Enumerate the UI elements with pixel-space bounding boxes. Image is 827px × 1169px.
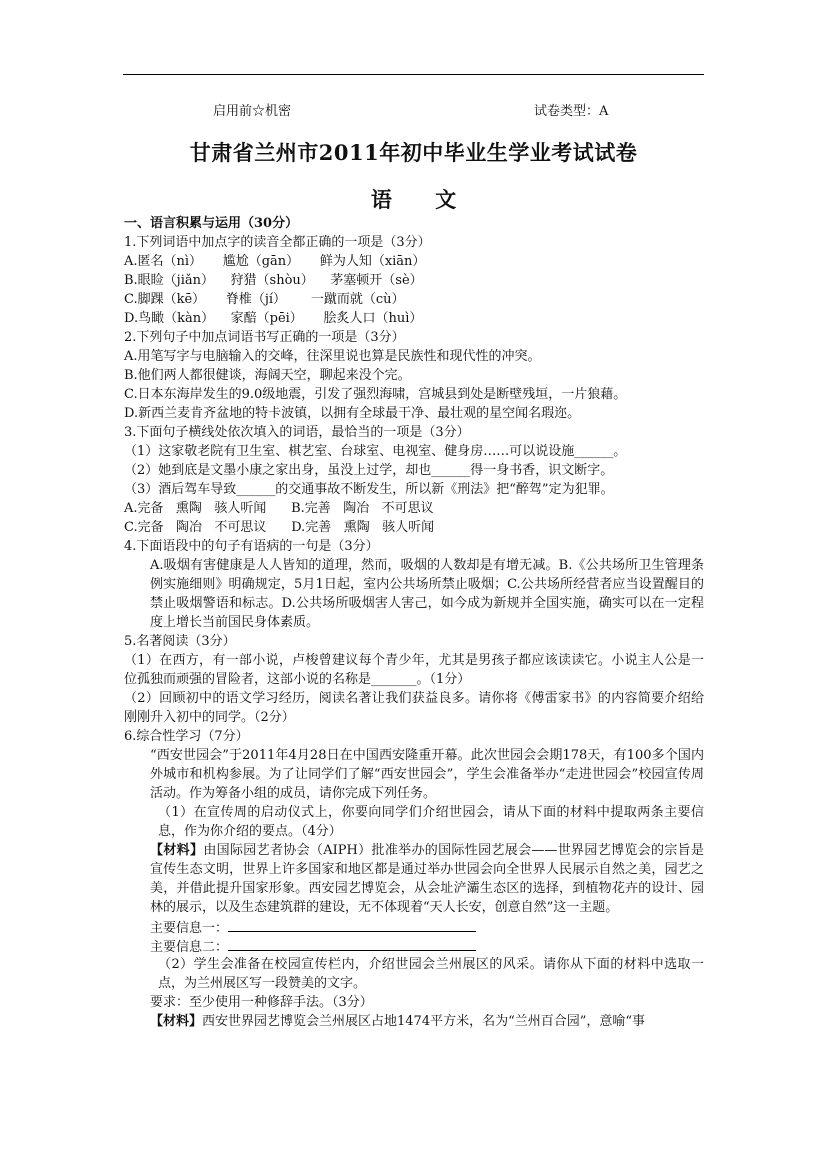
question-2-option-b: B.他们两人都很健谈，海阔天空，聊起来没个完。 (124, 368, 411, 383)
question-1-option-a: A.匿名（nì） 尴尬（gān） 鲜为人知（xiān） (124, 254, 426, 269)
question-2-option-a: A.用笔写字与电脑输入的交峰，往深里说也算是民族性和现代性的冲突。 (124, 349, 541, 364)
confidential-label: 启用前☆机密 (213, 104, 292, 119)
question-1-option-b: B.眼睑（jiǎn） 狩猎（shòu） 茅塞顿开（sè） (124, 273, 423, 288)
section-heading: 一、语言积累与运用（30分） (124, 216, 299, 231)
top-rule (123, 74, 704, 75)
main-info-2-row (124, 936, 704, 955)
question-6-material-2 (124, 1012, 704, 1031)
main-info-1-blank[interactable] (228, 917, 476, 932)
question-6-stem: 6.综合性学习（7分） (124, 729, 249, 744)
question-6-material-1 (124, 841, 704, 917)
question-2-stem: 2.下列句子中加点词语书写正确的一项是（3分） (124, 330, 405, 345)
material-2-text: 西安世界园艺博览会兰州展区占地1474平方米，名为“兰州百合园”，意喻“事 (202, 1014, 646, 1029)
question-5-stem: 5.名著阅读（3分） (124, 634, 236, 649)
question-2-option-d: D.新西兰麦肯齐盆地的特卡波镇，以拥有全球最干净、最壮观的星空闻名瑕迩。 (124, 406, 581, 421)
question-3-options-ab: A.完备 熏陶 骇人听闻 B.完善 陶冶 不可思议 (124, 501, 434, 516)
question-3-stem: 3.下面句子横线处依次填入的词语，最恰当的一项是（3分） (124, 425, 470, 440)
question-5-part-1: （1）在西方，有一部小说，卢梭曾建议每个青少年，尤其是男孩子都应该读读它。小说主人公是一位孤独而顽强的冒险者，这部小说的名称是_______。（1分） (124, 653, 704, 687)
subject-title: 语 文 (370, 187, 475, 212)
material-label: 【材料】 (150, 1014, 203, 1029)
question-2-option-c: C.日本东海岸发生的9.0级地震，引发了强烈海啸，宫城县到处是断壁残垣，一片狼藉。 (124, 387, 627, 402)
question-6-requirement: 要求：至少使用一种修辞手法。（3分） (150, 995, 373, 1010)
paper-type-label: 试卷类型：A (534, 104, 609, 119)
question-6-intro: “西安世园会”于2011年4月28日在中国西安隆重开幕。此次世园会会期178天，有100多个国内外城市和机构参展。为了让同学们了解“西安世园会”，学生会准备举办“走进世园会”校园宣传周活动。作为筹备小组的成员，请你完成下列任务。 (150, 748, 704, 801)
exam-title: 甘肃省兰州市2011年初中毕业生学业考试试卷 (189, 140, 638, 165)
question-1-option-d: D.鸟瞰（kàn） 家醅（pēi） 脍炙人口（huì） (124, 311, 423, 326)
question-3-sentence-3: （3）酒后驾车导致______的交通事故不断发生，所以新《刑法》把“醉驾”定为犯罪。 (124, 482, 614, 497)
question-6-task-2: （2）学生会准备在校园宣传栏内，介绍世园会兰州展区的风采。请你从下面的材料中选取一点，为兰州展区写一段赞美的文字。 (158, 957, 704, 991)
question-4-passage: A.吸烟有害健康是人人皆知的道理，然而，吸烟的人数却是有增无减。B.《公共场所卫生管理条例实施细则》明确规定，5月1日起，室内公共场所禁止吸烟；C.公共场所经营者应当设置醒目的禁止吸烟警语和标志。D.公共场所吸烟害人害己，如今成为新规并全国实施，确实可以在一定程度上增长当前国民身体素质。 (150, 558, 704, 630)
main-info-1-row (124, 917, 704, 936)
question-1-option-c: C.脚踝（kē） 脊椎（jí） 一蹴而就（cù） (124, 292, 405, 307)
main-info-2-blank[interactable] (228, 936, 476, 951)
question-6-task-1: （1）在宣传周的启动仪式上，你要向同学们介绍世园会，请从下面的材料中提取两条主要信息，作为你介绍的要点。（4分） (158, 805, 704, 839)
main-info-2-label: 主要信息二： (150, 940, 229, 955)
question-4-stem: 4.下面语段中的句子有语病的一句是（3分） (124, 539, 379, 554)
material-1-text: 由国际园艺者协会（AIPH）批准举办的国际性园艺展会——世界园艺博览会的宗旨是宣传生态文明，世界上许多国家和地区都是通过举办世园会向全世界人民展示自然之美，园艺之美，并借此提升国家形象。西安园艺博览会，从会址浐灞生态区的选择，到植物花卉的设计、园林的展示，以及生态建筑群的建设，无不体现着“天人长安，创意自然”这一主题。 (150, 843, 704, 915)
main-info-1-label: 主要信息一： (150, 921, 229, 936)
exam-body (124, 214, 704, 1031)
question-1-stem: 1.下列词语中加点字的读音全都正确的一项是（3分） (124, 235, 431, 250)
question-3-options-cd: C.完备 陶冶 不可思议 D.完善 熏陶 骇人听闻 (124, 520, 435, 535)
question-3-sentence-1: （1）这家敬老院有卫生室、棋艺室、台球室、电视室、健身房……可以说设施______。 (124, 444, 627, 459)
question-5-part-2: （2）回顾初中的语文学习经历，阅读名著让我们获益良多。请你将《傅雷家书》的内容简要介绍给刚刚升入初中的同学。（2分） (124, 691, 704, 725)
question-3-sentence-2: （2）她到底是文墨小康之家出身，虽没上过学，却也______得一身书香，识文断字。 (124, 463, 614, 478)
material-label: 【材料】 (150, 843, 204, 858)
